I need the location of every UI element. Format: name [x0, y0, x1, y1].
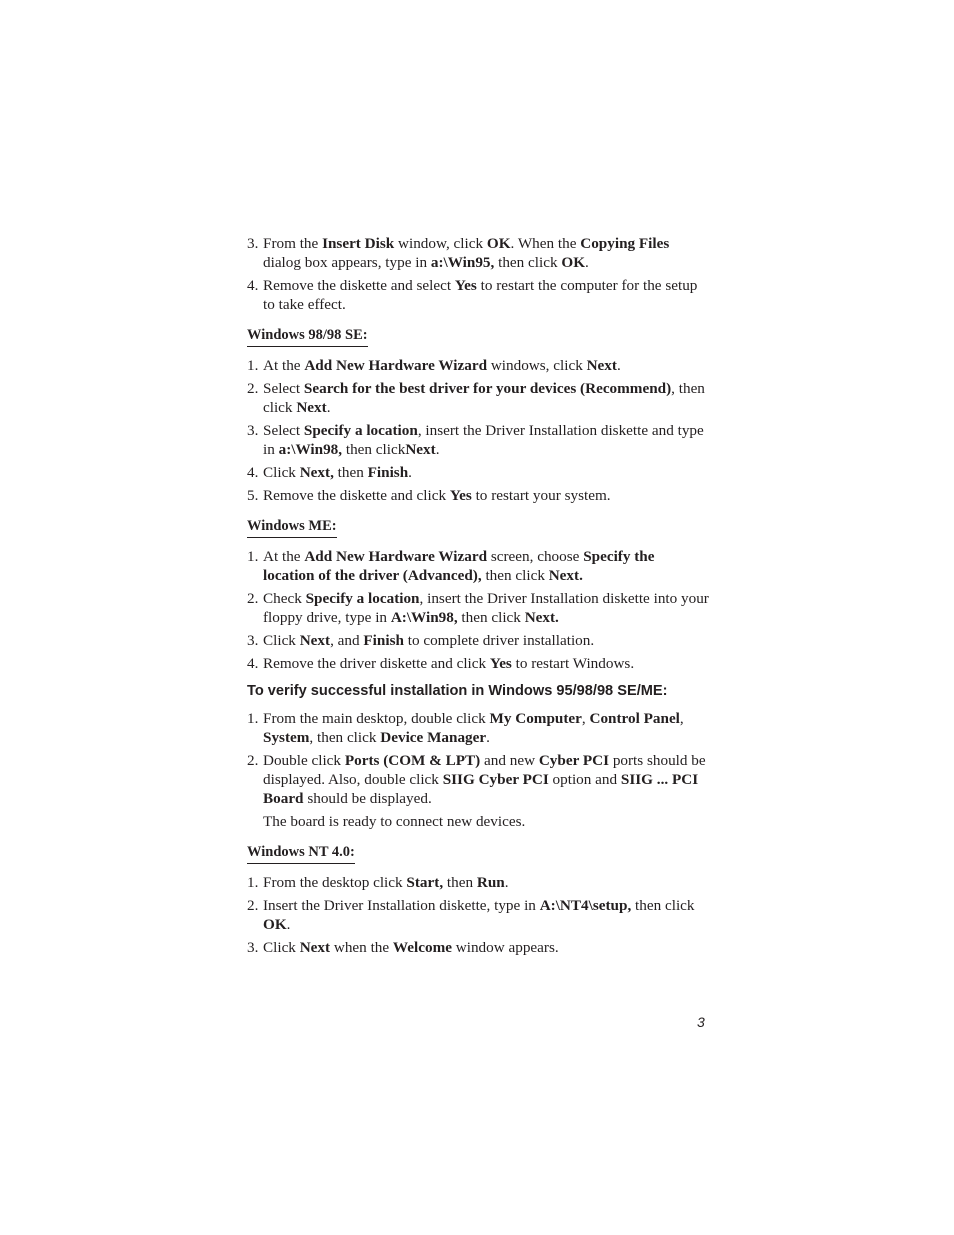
step-number: 4. — [247, 464, 259, 481]
step-number: 3. — [247, 939, 259, 956]
step-number: 4. — [247, 277, 259, 294]
step-text: At the Add New Hardware Wizard screen, choose Specify the location of the driver (Advanced), then click Next. — [263, 548, 655, 584]
step-number: 2. — [247, 752, 259, 769]
step-text: Select Search for the best driver for your devices (Recommend), then click Next. — [263, 380, 705, 416]
step-text: At the Add New Hardware Wizard windows, click Next. — [263, 357, 621, 374]
list-item — [247, 276, 709, 314]
step-text: From the desktop click Start, then Run. — [263, 874, 509, 891]
list-item — [247, 234, 709, 272]
section-heading-win98: Windows 98/98 SE: — [247, 326, 368, 347]
section-heading-winnt: Windows NT 4.0: — [247, 843, 355, 864]
step-text: Remove the driver diskette and click Yes to restart Windows. — [263, 655, 635, 672]
step-text: Click Next, then Finish. — [263, 464, 412, 481]
verify-steps — [247, 709, 709, 831]
verify-note: The board is ready to connect new devices. — [263, 813, 526, 830]
step-text: Insert the Driver Installation diskette, type in A:\NT4\setup, then click OK. — [263, 897, 695, 933]
step-number: 1. — [247, 874, 259, 891]
step-number: 1. — [247, 548, 259, 565]
step-number: 3. — [247, 632, 259, 649]
list-item — [247, 751, 709, 808]
section-heading-verify: To verify successful installation in Windows 95/98/98 SE/ME: — [247, 683, 668, 699]
step-text: Check Specify a location, insert the Driver Installation diskette into your floppy drive, type in A:\Win98, then click Next. — [263, 590, 709, 626]
list-item — [247, 463, 709, 482]
list-item — [247, 379, 709, 417]
step-number: 2. — [247, 380, 259, 397]
step-text: Remove the diskette and click Yes to restart your system. — [263, 487, 611, 504]
step-text: From the Insert Disk window, click OK. When the Copying Files dialog box appears, type in a:\Win95, then click OK. — [263, 235, 670, 271]
list-item — [247, 421, 709, 459]
step-number: 1. — [247, 710, 259, 727]
list-item — [247, 589, 709, 627]
list-item — [247, 486, 709, 505]
win98-steps — [247, 356, 709, 505]
step-number: 2. — [247, 897, 259, 914]
page-number: 3 — [697, 1014, 705, 1030]
step-text: Click Next, and Finish to complete driver installation. — [263, 632, 595, 649]
page-content — [247, 234, 709, 963]
list-item — [247, 873, 709, 892]
step-text: Double click Ports (COM & LPT) and new Cyber PCI ports should be displayed. Also, double click SIIG Cyber PCI option and SIIG ... PCI Board should be displayed. — [263, 752, 706, 807]
list-item — [247, 709, 709, 747]
step-number: 1. — [247, 357, 259, 374]
step-text: Select Specify a location, insert the Driver Installation diskette and type in a:\Win98, then clickNext. — [263, 422, 704, 458]
list-item — [247, 356, 709, 375]
section-heading-winme: Windows ME: — [247, 517, 337, 538]
list-item — [247, 938, 709, 957]
list-item — [247, 547, 709, 585]
step-number: 5. — [247, 487, 259, 504]
step-number: 3. — [247, 235, 259, 252]
step-text: Remove the diskette and select Yes to restart the computer for the setup to take effect. — [263, 277, 698, 313]
winnt-steps — [247, 873, 709, 957]
list-item — [247, 631, 709, 650]
winme-steps — [247, 547, 709, 673]
step-number: 3. — [247, 422, 259, 439]
step-number: 4. — [247, 655, 259, 672]
step-text: Click Next when the Welcome window appears. — [263, 939, 559, 956]
list-item — [247, 654, 709, 673]
step-number: 2. — [247, 590, 259, 607]
step-text: From the main desktop, double click My Computer, Control Panel, System, then click Device Manager. — [263, 710, 684, 746]
list-item — [247, 896, 709, 934]
intro-steps — [247, 234, 709, 314]
